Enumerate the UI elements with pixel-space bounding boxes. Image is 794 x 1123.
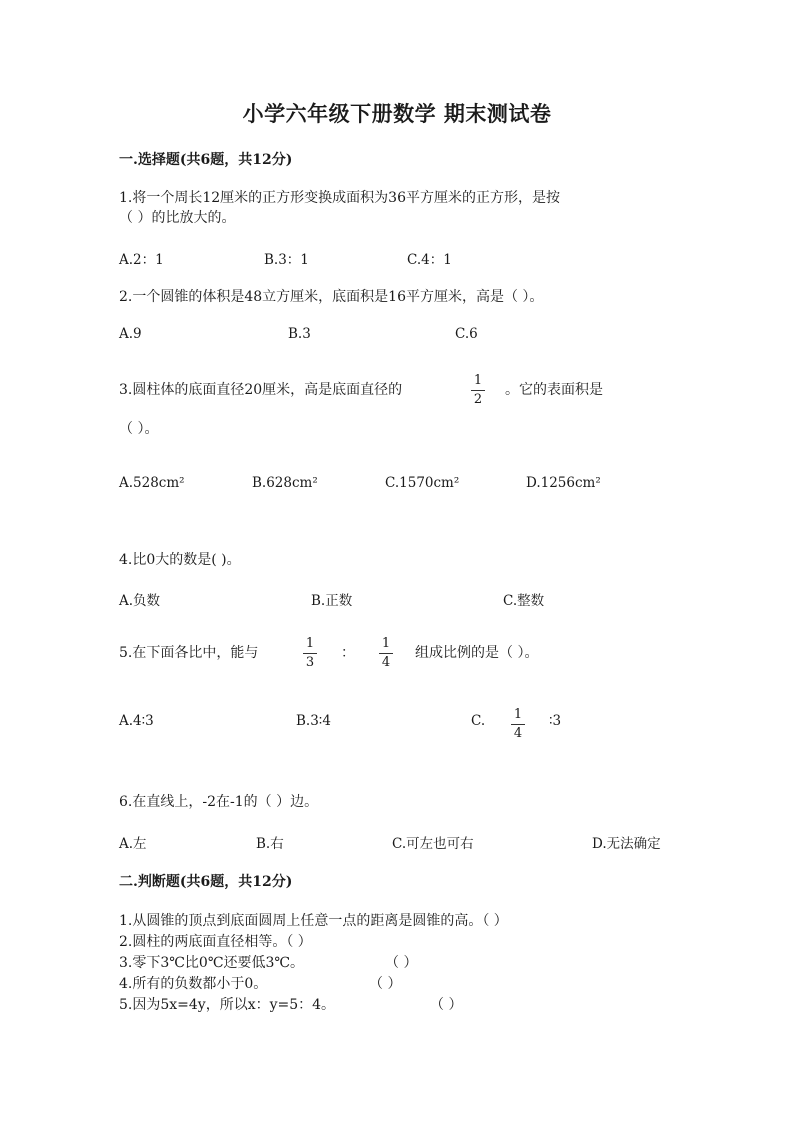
fraction-bar bbox=[471, 390, 485, 391]
page-title: 小学六年级下册数学 期末测试卷 bbox=[242, 101, 552, 126]
judgement-item-5: 5.因为5x=4y，所以x：y=5：4。 bbox=[119, 997, 336, 1013]
question-4-text: 4.比0大的数是( )。 bbox=[119, 552, 241, 568]
question-3-option-c: C.1570cm² bbox=[385, 475, 460, 491]
question-3-option-b: B.628cm² bbox=[252, 475, 318, 491]
question-6-text: 6.在直线上，-2在-1的（ ）边。 bbox=[119, 794, 319, 810]
question-1-option-a: A.2：1 bbox=[119, 252, 164, 268]
question-5-option-b: B.3∶4 bbox=[296, 713, 331, 729]
question-2-option-a: A.9 bbox=[119, 326, 142, 342]
fraction-numerator: 1 bbox=[513, 707, 523, 722]
question-6-option-c: C.可左也可右 bbox=[392, 836, 474, 852]
question-3-option-d: D.1256cm² bbox=[526, 475, 601, 491]
fraction-bar bbox=[303, 653, 317, 654]
question-3-text-before: 3.圆柱体的底面直径20厘米，高是底面直径的 bbox=[119, 382, 403, 398]
fraction-bar bbox=[379, 653, 393, 654]
section-heading-choice: 一.选择题(共6题，共12分) bbox=[119, 152, 293, 168]
fraction-numerator: 1 bbox=[305, 636, 315, 651]
question-5-fraction-1 bbox=[301, 637, 319, 670]
question-6-option-b: B.右 bbox=[256, 836, 284, 852]
judgement-item-4: 4.所有的负数都小于0。 bbox=[119, 976, 268, 992]
question-5-option-c-prefix: C. bbox=[471, 713, 486, 729]
fraction-bar bbox=[511, 724, 525, 725]
question-5-text-before: 5.在下面各比中，能与 bbox=[119, 645, 259, 661]
fraction-numerator: 1 bbox=[473, 373, 483, 388]
question-2-option-c: C.6 bbox=[455, 326, 478, 342]
judgement-item-3-bracket: （ ） bbox=[385, 955, 418, 971]
question-3-fraction bbox=[469, 374, 487, 407]
question-4-option-b: B.正数 bbox=[311, 593, 353, 609]
question-3-line2: （ ）。 bbox=[119, 421, 159, 437]
question-4-option-c: C.整数 bbox=[503, 593, 545, 609]
question-6-option-d: D.无法确定 bbox=[592, 836, 661, 852]
question-5-text-after: 组成比例的是（ ）。 bbox=[415, 645, 539, 661]
fraction-denominator: 4 bbox=[381, 655, 391, 670]
section-heading-judgement: 二.判断题(共6题，共12分) bbox=[119, 874, 293, 890]
question-3-text-after: 。它的表面积是 bbox=[505, 382, 603, 398]
fraction-denominator: 4 bbox=[513, 726, 523, 741]
judgement-item-5-bracket: （ ） bbox=[430, 997, 463, 1013]
question-2-text: 2.一个圆锥的体积是48立方厘米，底面积是16平方厘米，高是（ ）。 bbox=[119, 289, 544, 305]
question-5-option-c-suffix: ∶3 bbox=[549, 713, 562, 729]
fraction-numerator: 1 bbox=[381, 636, 391, 651]
fraction-denominator: 3 bbox=[305, 655, 315, 670]
judgement-item-3: 3.零下3℃比0℃还要低3℃。 bbox=[119, 955, 305, 971]
judgement-item-4-bracket: （ ） bbox=[369, 976, 402, 992]
question-4-option-a: A.负数 bbox=[119, 593, 161, 609]
fraction-denominator: 2 bbox=[473, 392, 483, 407]
judgement-item-1: 1.从圆锥的顶点到底面圆周上任意一点的距离是圆锥的高。（ ） bbox=[119, 913, 508, 929]
judgement-item-2: 2.圆柱的两底面直径相等。（ ） bbox=[119, 934, 312, 950]
question-5-fraction-2 bbox=[377, 637, 395, 670]
question-1-line2: （ ）的比放大的。 bbox=[119, 210, 236, 226]
question-1-option-b: B.3：1 bbox=[264, 252, 309, 268]
question-6-option-a: A.左 bbox=[119, 836, 147, 852]
question-1-option-c: C.4：1 bbox=[407, 252, 452, 268]
question-3-option-a: A.528cm² bbox=[119, 475, 185, 491]
question-5-colon: ： bbox=[341, 645, 355, 661]
question-5-option-c-fraction bbox=[509, 708, 527, 741]
question-1-line1: 1.将一个周长12厘米的正方形变换成面积为36平方厘米的正方形，是按 bbox=[119, 190, 560, 206]
question-2-option-b: B.3 bbox=[288, 326, 311, 342]
question-5-option-a: A.4∶3 bbox=[119, 713, 154, 729]
